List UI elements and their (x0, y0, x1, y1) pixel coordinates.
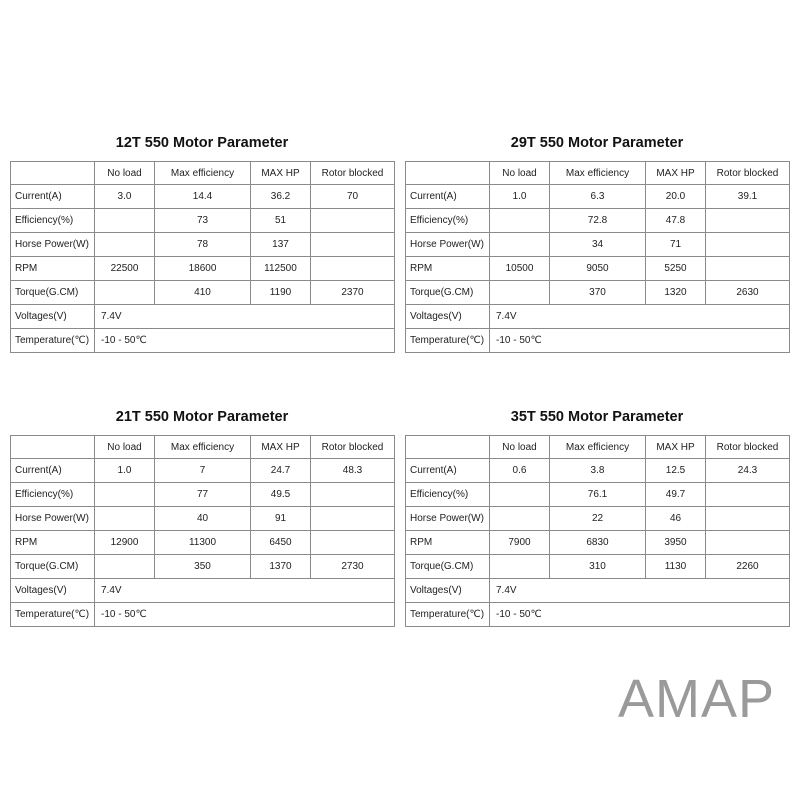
table-cell: 24.3 (706, 459, 790, 483)
row-label-horse-power: Horse Power(W) (11, 233, 95, 257)
table-header-row (11, 162, 395, 185)
table-cell: 36.2 (251, 185, 311, 209)
table-row-voltages (11, 305, 395, 329)
table-cell: 76.1 (550, 483, 646, 507)
header-max-hp: MAX HP (251, 436, 311, 459)
table-cell (706, 483, 790, 507)
table-row-voltages (11, 579, 395, 603)
table-row-current (406, 185, 790, 209)
table-cell: 10500 (490, 257, 550, 281)
panel-title: 29T 550 Motor Parameter (510, 135, 684, 151)
table-cell (706, 257, 790, 281)
table-cell (311, 209, 395, 233)
header-max-efficiency: Max efficiency (550, 162, 646, 185)
table-cell: 49.7 (646, 483, 706, 507)
table-cell: 78 (155, 233, 251, 257)
table-row-current (11, 459, 395, 483)
header-no-load: No load (490, 162, 550, 185)
table-cell: 112500 (251, 257, 311, 281)
voltages-value: 7.4V (490, 305, 790, 329)
row-label-horse-power: Horse Power(W) (11, 507, 95, 531)
motor-panel-29t (405, 132, 789, 353)
row-label-current: Current(A) (406, 185, 490, 209)
parameter-table (10, 161, 395, 353)
header-rotor-blocked: Rotor blocked (311, 162, 395, 185)
table-cell (490, 483, 550, 507)
parameter-table (10, 435, 395, 627)
header-corner-cell (11, 162, 95, 185)
table-row-efficiency (11, 483, 395, 507)
table-cell: 18600 (155, 257, 251, 281)
table-cell: 6.3 (550, 185, 646, 209)
table-row-temperature (406, 603, 790, 627)
temperature-value: -10 - 50℃ (490, 603, 790, 627)
row-label-temperature: Temperature(℃) (406, 329, 490, 353)
row-label-voltages: Voltages(V) (406, 305, 490, 329)
row-label-efficiency: Efficiency(%) (11, 209, 95, 233)
temperature-value: -10 - 50℃ (490, 329, 790, 353)
table-cell: 1.0 (95, 459, 155, 483)
table-cell (490, 507, 550, 531)
table-cell: 71 (646, 233, 706, 257)
table-cell: 7900 (490, 531, 550, 555)
table-row-efficiency (406, 209, 790, 233)
voltages-value: 7.4V (490, 579, 790, 603)
table-cell: 51 (251, 209, 311, 233)
row-label-horse-power: Horse Power(W) (406, 233, 490, 257)
table-cell (490, 233, 550, 257)
table-cell: 310 (550, 555, 646, 579)
row-label-temperature: Temperature(℃) (406, 603, 490, 627)
table-cell: 2730 (311, 555, 395, 579)
table-cell (311, 483, 395, 507)
table-cell: 1190 (251, 281, 311, 305)
table-cell: 22 (550, 507, 646, 531)
row-label-rpm: RPM (11, 531, 95, 555)
row-label-torque: Torque(G.CM) (406, 281, 490, 305)
table-cell: 6830 (550, 531, 646, 555)
row-label-temperature: Temperature(℃) (11, 603, 95, 627)
table-row-temperature (11, 603, 395, 627)
table-cell: 9050 (550, 257, 646, 281)
table-cell: 410 (155, 281, 251, 305)
voltages-value: 7.4V (95, 579, 395, 603)
header-no-load: No load (95, 436, 155, 459)
table-cell: 6450 (251, 531, 311, 555)
motor-panel-12t (10, 132, 394, 353)
table-cell (95, 507, 155, 531)
table-row-current (11, 185, 395, 209)
table-cell: 24.7 (251, 459, 311, 483)
row-label-voltages: Voltages(V) (406, 579, 490, 603)
table-row-temperature (406, 329, 790, 353)
table-cell: 70 (311, 185, 395, 209)
table-row-voltages (406, 579, 790, 603)
table-row-efficiency (11, 209, 395, 233)
table-row-horse-power (406, 233, 790, 257)
row-label-rpm: RPM (11, 257, 95, 281)
table-cell: 22500 (95, 257, 155, 281)
table-cell (311, 257, 395, 281)
table-cell: 46 (646, 507, 706, 531)
header-rotor-blocked: Rotor blocked (311, 436, 395, 459)
header-corner-cell (406, 162, 490, 185)
table-row-rpm (406, 531, 790, 555)
table-cell (706, 507, 790, 531)
table-row-horse-power (11, 507, 395, 531)
table-cell: 34 (550, 233, 646, 257)
table-header-row (11, 436, 395, 459)
row-label-horse-power: Horse Power(W) (406, 507, 490, 531)
header-no-load: No load (95, 162, 155, 185)
table-cell (706, 531, 790, 555)
row-label-rpm: RPM (406, 257, 490, 281)
table-cell: 12900 (95, 531, 155, 555)
table-cell: 3.0 (95, 185, 155, 209)
table-cell (490, 281, 550, 305)
table-cell: 5250 (646, 257, 706, 281)
table-cell: 1320 (646, 281, 706, 305)
table-cell (490, 209, 550, 233)
row-label-voltages: Voltages(V) (11, 305, 95, 329)
row-label-current: Current(A) (406, 459, 490, 483)
parameter-table (405, 161, 790, 353)
table-cell: 14.4 (155, 185, 251, 209)
header-corner-cell (11, 436, 95, 459)
row-label-efficiency: Efficiency(%) (406, 483, 490, 507)
table-row-torque (406, 281, 790, 305)
table-cell (706, 209, 790, 233)
table-cell: 1370 (251, 555, 311, 579)
table-cell: 40 (155, 507, 251, 531)
table-cell: 2370 (311, 281, 395, 305)
temperature-value: -10 - 50℃ (95, 603, 395, 627)
header-rotor-blocked: Rotor blocked (706, 162, 790, 185)
row-label-efficiency: Efficiency(%) (11, 483, 95, 507)
table-cell: 73 (155, 209, 251, 233)
header-max-hp: MAX HP (646, 436, 706, 459)
row-label-temperature: Temperature(℃) (11, 329, 95, 353)
row-label-torque: Torque(G.CM) (406, 555, 490, 579)
table-cell: 350 (155, 555, 251, 579)
table-row-temperature (11, 329, 395, 353)
table-cell: 91 (251, 507, 311, 531)
temperature-value: -10 - 50℃ (95, 329, 395, 353)
motor-panel-21t (10, 406, 394, 627)
table-header-row (406, 436, 790, 459)
table-row-horse-power (11, 233, 395, 257)
table-cell (311, 531, 395, 555)
table-cell: 1.0 (490, 185, 550, 209)
header-max-efficiency: Max efficiency (155, 162, 251, 185)
table-cell: 48.3 (311, 459, 395, 483)
table-cell: 47.8 (646, 209, 706, 233)
table-row-voltages (406, 305, 790, 329)
panel-title: 35T 550 Motor Parameter (510, 409, 684, 425)
table-row-horse-power (406, 507, 790, 531)
table-cell: 39.1 (706, 185, 790, 209)
table-cell: 20.0 (646, 185, 706, 209)
table-row-current (406, 459, 790, 483)
table-row-torque (406, 555, 790, 579)
table-cell: 3950 (646, 531, 706, 555)
row-label-torque: Torque(G.CM) (11, 281, 95, 305)
table-cell: 137 (251, 233, 311, 257)
table-cell: 77 (155, 483, 251, 507)
row-label-torque: Torque(G.CM) (11, 555, 95, 579)
table-cell: 11300 (155, 531, 251, 555)
table-row-torque (11, 281, 395, 305)
table-cell: 0.6 (490, 459, 550, 483)
row-label-voltages: Voltages(V) (11, 579, 95, 603)
table-row-efficiency (406, 483, 790, 507)
table-row-rpm (406, 257, 790, 281)
amap-logo: AMAP (618, 669, 776, 729)
table-row-rpm (11, 531, 395, 555)
parameter-table (405, 435, 790, 627)
table-cell (95, 555, 155, 579)
table-cell: 370 (550, 281, 646, 305)
table-cell: 1130 (646, 555, 706, 579)
table-header-row (406, 162, 790, 185)
table-cell (706, 233, 790, 257)
header-max-hp: MAX HP (646, 162, 706, 185)
table-row-rpm (11, 257, 395, 281)
header-max-hp: MAX HP (251, 162, 311, 185)
table-cell (95, 233, 155, 257)
table-cell (490, 555, 550, 579)
row-label-rpm: RPM (406, 531, 490, 555)
row-label-current: Current(A) (11, 185, 95, 209)
table-row-torque (11, 555, 395, 579)
table-cell: 2260 (706, 555, 790, 579)
header-corner-cell (406, 436, 490, 459)
table-cell: 72.8 (550, 209, 646, 233)
header-no-load: No load (490, 436, 550, 459)
table-cell (95, 281, 155, 305)
table-cell: 49.5 (251, 483, 311, 507)
voltages-value: 7.4V (95, 305, 395, 329)
panel-title: 21T 550 Motor Parameter (115, 409, 289, 425)
table-cell: 2630 (706, 281, 790, 305)
table-cell (311, 233, 395, 257)
table-cell (311, 507, 395, 531)
row-label-current: Current(A) (11, 459, 95, 483)
header-rotor-blocked: Rotor blocked (706, 436, 790, 459)
panel-title: 12T 550 Motor Parameter (115, 135, 289, 151)
table-cell: 3.8 (550, 459, 646, 483)
motor-panel-35t (405, 406, 789, 627)
row-label-efficiency: Efficiency(%) (406, 209, 490, 233)
table-cell (95, 483, 155, 507)
header-max-efficiency: Max efficiency (550, 436, 646, 459)
table-cell: 12.5 (646, 459, 706, 483)
header-max-efficiency: Max efficiency (155, 436, 251, 459)
table-cell (95, 209, 155, 233)
table-cell: 7 (155, 459, 251, 483)
